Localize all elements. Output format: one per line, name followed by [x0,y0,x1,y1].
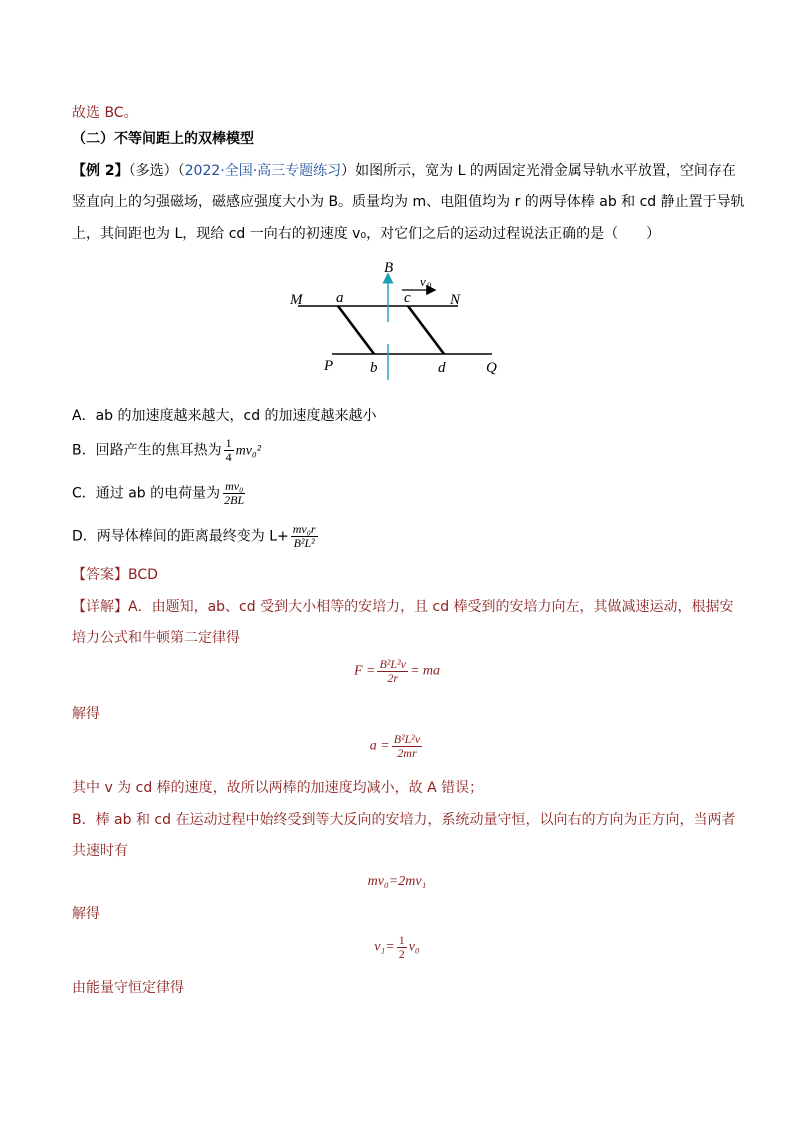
option-d-fraction: $\frac{\text{mv₀r}}{\text{B²L²}}$ [292,522,316,550]
example-stem-3: 上，其间距也为 L，现给 cd 一向右的初速度 v₀，对它们之后的运动过程说法正确的是（ ） [72,226,661,242]
example-stem-1: 如图所示，宽为 L 的两固定光滑金属导轨水平放置，空间存在 [355,163,736,179]
answer [72,566,158,584]
label-v0-sub: 0 [427,281,432,291]
equation-2: a = $\frac{\text{B²L²v}}{2mr}$ [369,732,421,760]
solve-text-1: 解得 [72,706,100,722]
label-d: d [438,360,446,376]
analysis-line-2: 培力公式和牛顿第二定律得 [72,630,240,646]
option-b: B．回路产生的焦耳热为 $\frac{1}{4}$ mv₀² [72,436,261,464]
label-P: P [324,358,334,374]
option-c: C．通过 ab 的电荷量为 $\frac{\text{mv₀}}{2BL}$ [72,479,245,507]
label-Q: Q [486,360,497,376]
label-v0: v [420,274,426,289]
section-title: （二）不等间距上的双棒模型 [72,131,254,147]
label-B: B [384,260,394,276]
equation-3: mv₀=2mv₁ [367,874,427,889]
option-b-fraction: $\frac{1}{4}$ [225,436,232,464]
answer-value: BCD [128,567,158,583]
example-type: （多选） [128,163,178,179]
example-stem-2: 竖直向上的匀强磁场，磁感应强度大小为 B。质量均为 m、电阻值均为 r 的两导体棒 ab 和 cd 静止置于导轨 [72,194,745,210]
analysis-line-4: B．棒 ab 和 cd 在运动过程中始终受到等大反向的安培力，系统动量守恒，以向右的方向为正方向，当两者 [72,812,736,828]
analysis-line-3: 其中 v 为 cd 棒的速度，故所以两棒的加速度均减小，故 A 错误； [72,780,484,796]
label-a: a [336,290,344,306]
rod-ab [338,306,374,354]
example-line-1: 【例 2】（多选）（2022·全国·高三专题练习）如图所示，宽为 L 的两固定光滑金属导轨水平放置，空间存在 [72,163,736,179]
rod-cd [408,306,444,354]
label-b: b [370,360,378,376]
analysis-line-5: 共速时有 [72,843,128,859]
solve-text-2: 解得 [72,906,100,922]
label-c: c [404,290,411,306]
previous-conclusion: 故选 BC。 [72,105,138,121]
analysis-label: 【详解】 [72,599,128,615]
equation-1: F = $\frac{\text{B²L²v}}{2r}$ = ma [353,657,441,685]
analysis-line-6: 由能量守恒定律得 [72,980,184,996]
analysis-line-1: 【详解】A．由题知，ab、cd 受到大小相等的安培力，且 cd 棒受到的安培力向左，其做减速运动，根据安 [72,599,734,615]
option-d: D．两导体棒间的距离最终变为 L+ $\frac{\text{mv₀r}}{\text{B²L²}}$ [72,522,316,550]
label-N: N [450,292,461,308]
rail-diagram [280,252,520,382]
example-tag: 【例 2】 [72,163,129,179]
equation-4: v₁= $\frac{1}{2}$ v₀ [374,933,420,961]
example-source: 2022·全国·高三专题练习 [184,163,342,179]
label-M: M [290,292,303,308]
option-c-fraction: $\frac{\text{mv₀}}{2BL}$ [224,479,245,507]
answer-label: 【答案】 [72,567,128,583]
option-a: A．ab 的加速度越来越大，cd 的加速度越来越小 [72,408,377,424]
